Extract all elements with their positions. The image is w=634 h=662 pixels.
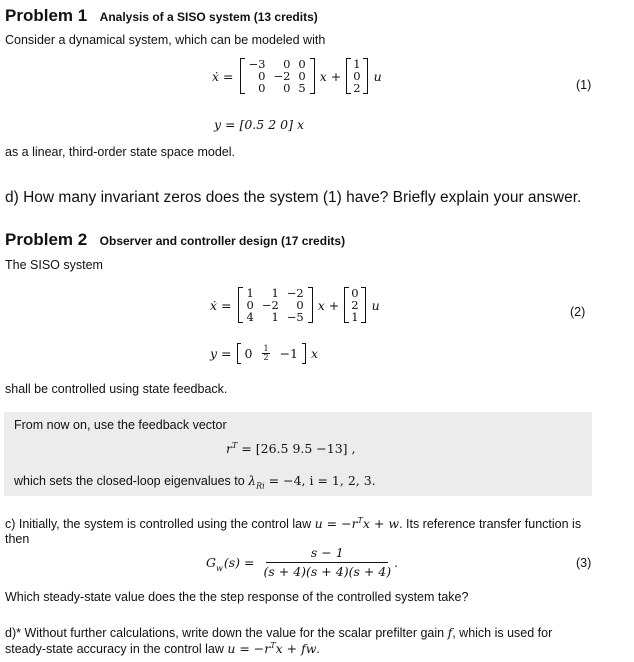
equation-number-2: (2)	[570, 305, 586, 319]
xdot-lhs: ẋ =	[212, 68, 234, 84]
matrix-A2-entry-0-1: 1	[271, 286, 279, 300]
u-symbol-2: u	[371, 297, 380, 313]
c-entry-last: −1	[279, 346, 298, 361]
x-plus-2: x +	[317, 297, 340, 313]
transfer-function-eq: G $_w$ (s) = $\frac{s - 1}{(s + 4)(s + 4)(s + 4)}$ .	[206, 545, 399, 579]
part-c-line2: then	[5, 532, 30, 546]
u-symbol: u	[373, 68, 382, 84]
x-symbol: x	[311, 346, 319, 361]
equation-number-3: (3)	[576, 556, 592, 570]
part-c-line1: c) Initially, the system is controlled using the control law $u = -r^Tx + w$. Its reference transfer function is	[5, 516, 582, 532]
equation-2-output	[210, 343, 318, 364]
matrix-A2-entry-1-2: 0	[296, 298, 304, 312]
vector-b2-entry-2-0: 1	[351, 310, 359, 324]
box-line3: which sets the closed-loop eigenvalues to $\lambda_{Ri} = -4$, i = 1, 2, 3.	[14, 473, 376, 491]
x-plus: x +	[319, 68, 342, 84]
matrix-A2-entry-1-0: 0	[246, 298, 254, 312]
vector-b1-entry-2-0: 2	[353, 81, 361, 95]
matrix-A1	[240, 58, 315, 94]
part-d-line1: d)* Without further calculations, write down the value for the scalar prefilter gain f, which is used for	[5, 625, 553, 640]
matrix-A1-entry-2-0: 0	[258, 81, 266, 95]
matrix-A2-entry-2-2: −5	[286, 310, 304, 324]
problem2-header	[5, 230, 345, 250]
matrix-A1-entry-2-2: 5	[298, 81, 306, 95]
matrix-A1-entry-0-2: 0	[298, 57, 306, 71]
question-d-invariant-zeros: d) How many invariant zeros does the system (1) have? Briefly explain your answer.	[5, 189, 582, 206]
matrix-A1-entry-0-1: 0	[283, 57, 291, 71]
problem2-label: Problem 2	[5, 230, 88, 249]
vector-b1-entry-0-0: 1	[353, 57, 361, 71]
xdot-lhs-2: ẋ =	[210, 297, 232, 313]
matrix-A1-entry-0-0: −3	[248, 57, 266, 71]
problem2-outro: shall be controlled using state feedback.	[5, 382, 228, 396]
equation-1-state	[212, 58, 382, 94]
part-c-question: Which steady-state value does the the step response of the controlled system take?	[5, 590, 469, 604]
vector-b1	[346, 58, 367, 94]
transfer-function-fraction: $\frac{s - 1}{(s + 4)(s + 4)(s + 4)}$	[263, 545, 392, 579]
matrix-A2-entry-0-0: 1	[246, 286, 254, 300]
equation-1-output: y = [0.5 2 0] x	[214, 117, 304, 132]
matrix-A1-entry-1-1: −2	[273, 69, 291, 83]
c-entry-0: 0	[244, 346, 253, 361]
matrix-A2	[238, 287, 313, 323]
problem1-outro: as a linear, third-order state space model.	[5, 145, 235, 159]
equation-number-1: (1)	[576, 78, 592, 92]
matrix-A2-entry-2-0: 4	[246, 310, 254, 324]
matrix-A1-entry-2-1: 0	[283, 81, 291, 95]
matrix-A2-entry-0-2: −2	[286, 286, 304, 300]
problem2-subtitle: Observer and controller design (17 credits)	[99, 234, 346, 248]
problem1-label: Problem 1	[5, 6, 88, 25]
vector-c2	[237, 343, 306, 364]
box-line1: From now on, use the feedback vector	[14, 418, 227, 432]
y-lhs: y =	[210, 346, 232, 361]
problem1-header	[5, 6, 318, 26]
vector-b2-entry-1-0: 2	[351, 298, 359, 312]
feedback-vector-eq: $r^T = [26.5$ 9.5 −13] ,	[226, 441, 356, 457]
vector-b2	[344, 287, 365, 323]
vector-b2-entry-0-0: 0	[351, 286, 359, 300]
problem2-intro: The SISO system	[5, 258, 103, 272]
matrix-A2-entry-1-1: −2	[261, 298, 279, 312]
problem1-intro: Consider a dynamical system, which can be modeled with	[5, 33, 326, 47]
equation-2-state	[210, 287, 380, 323]
matrix-A1-entry-1-2: 0	[298, 69, 306, 83]
part-d-line2: steady-state accuracy in the control law $u = -r^Tx$ + fw.	[5, 641, 320, 657]
problem1-subtitle: Analysis of a SISO system (13 credits)	[99, 10, 318, 24]
matrix-A1-entry-1-0: 0	[258, 69, 266, 83]
vector-b1-entry-1-0: 0	[353, 69, 361, 83]
matrix-A2-entry-2-1: 1	[271, 310, 279, 324]
c-entry-half: 1 2	[263, 344, 269, 362]
